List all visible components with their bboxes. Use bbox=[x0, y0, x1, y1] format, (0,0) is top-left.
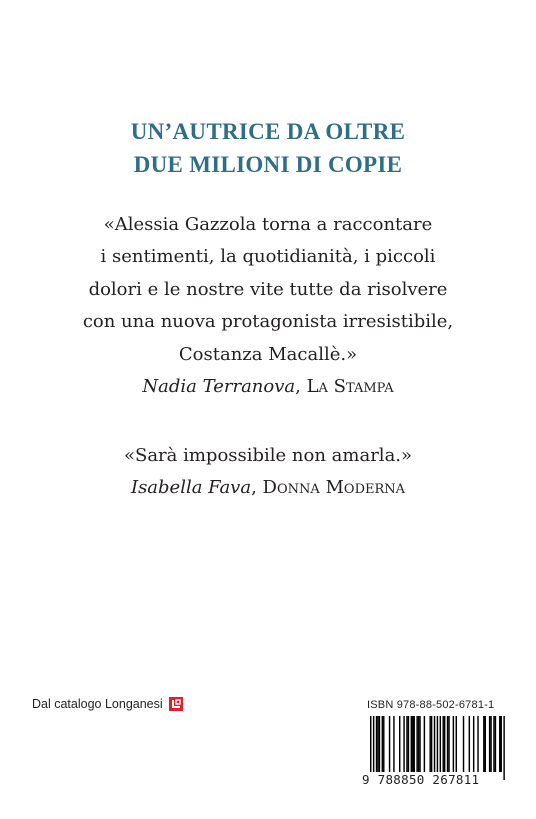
barcode-bar bbox=[444, 716, 445, 772]
quote-line: «Sarà impossibile non amarla.» bbox=[123, 445, 413, 466]
barcode-bar bbox=[418, 716, 419, 772]
headline-line-1: UN’AUTRICE DA OLTRE bbox=[130, 119, 406, 144]
quote-line: i sentimenti, la quotidianità, i piccoli bbox=[100, 246, 436, 268]
barcode-bar bbox=[443, 716, 444, 772]
barcode-bar bbox=[473, 716, 474, 772]
barcode-bar bbox=[408, 716, 409, 772]
barcode-bar bbox=[499, 716, 500, 772]
barcode-bar bbox=[429, 716, 430, 772]
barcode-bar bbox=[424, 716, 425, 772]
barcode-bar bbox=[414, 716, 415, 772]
headline-line-2: DUE MILIONI DI COPIE bbox=[133, 152, 403, 177]
quote-line: «Alessia Gazzola torna a raccontare bbox=[103, 214, 433, 235]
barcode-bar bbox=[495, 716, 496, 772]
barcode-bar bbox=[448, 716, 449, 772]
barcode-bar bbox=[501, 716, 502, 772]
barcode-number: 9 788850 267811 bbox=[362, 772, 480, 787]
barcode-bar bbox=[485, 716, 486, 772]
barcode-bar bbox=[469, 716, 470, 772]
barcode-bar bbox=[434, 716, 435, 772]
barcode-bar bbox=[382, 716, 383, 772]
barcode-bar bbox=[389, 716, 390, 772]
quote-source: La Stampa bbox=[306, 376, 394, 398]
quote-line: Costanza Macallè.» bbox=[178, 343, 358, 365]
barcode-bar bbox=[376, 716, 377, 772]
barcode-bar bbox=[503, 716, 504, 780]
barcode-bar bbox=[493, 716, 494, 772]
barcode-bar bbox=[440, 716, 441, 780]
barcode-bar bbox=[403, 716, 404, 772]
barcode-bar bbox=[406, 716, 407, 772]
barcode-bar bbox=[463, 716, 464, 772]
quote-line: con una nuova protagonista irresistibile, bbox=[82, 311, 454, 333]
quote-attribution bbox=[0, 472, 536, 504]
barcode-bar bbox=[437, 716, 438, 780]
quote-author: Isabella Fava bbox=[130, 477, 252, 499]
attribution-separator: , bbox=[295, 376, 307, 398]
barcode-bar bbox=[393, 716, 394, 772]
barcode-bar bbox=[370, 716, 371, 780]
barcode-bar bbox=[411, 716, 412, 772]
quote-author: Nadia Terranova bbox=[142, 376, 296, 398]
review-quote-2 bbox=[0, 440, 536, 505]
headline bbox=[0, 115, 536, 181]
barcode-bar bbox=[447, 716, 448, 772]
barcode-bar bbox=[412, 716, 413, 772]
barcode-bar bbox=[383, 716, 384, 772]
publisher-catalog bbox=[32, 697, 183, 711]
isbn-label: ISBN 978-88-502-6781-1 bbox=[367, 699, 495, 711]
barcode-bar bbox=[379, 716, 380, 772]
barcode-bar bbox=[419, 716, 420, 772]
barcode-bar bbox=[416, 716, 417, 772]
barcode-bar bbox=[490, 716, 491, 772]
barcode-bar bbox=[377, 716, 378, 772]
barcode-bar bbox=[456, 716, 457, 772]
barcode-bar bbox=[431, 716, 432, 772]
barcode-bar bbox=[483, 716, 484, 772]
catalog-text: Dal catalogo Longanesi bbox=[32, 697, 163, 711]
barcode-bar bbox=[477, 716, 478, 772]
barcode-bar bbox=[373, 716, 374, 780]
longanesi-logo-icon bbox=[169, 697, 183, 711]
quote-attribution bbox=[0, 371, 536, 403]
quote-source: Donna Moderna bbox=[262, 477, 406, 499]
attribution-separator: , bbox=[251, 477, 263, 499]
quote-line: dolori e le nostre vite tutte da risolvere bbox=[88, 278, 448, 300]
barcode-bar bbox=[399, 716, 400, 772]
review-quote-1 bbox=[0, 209, 536, 403]
barcode-bar bbox=[453, 716, 454, 772]
barcode-bar bbox=[489, 716, 490, 772]
